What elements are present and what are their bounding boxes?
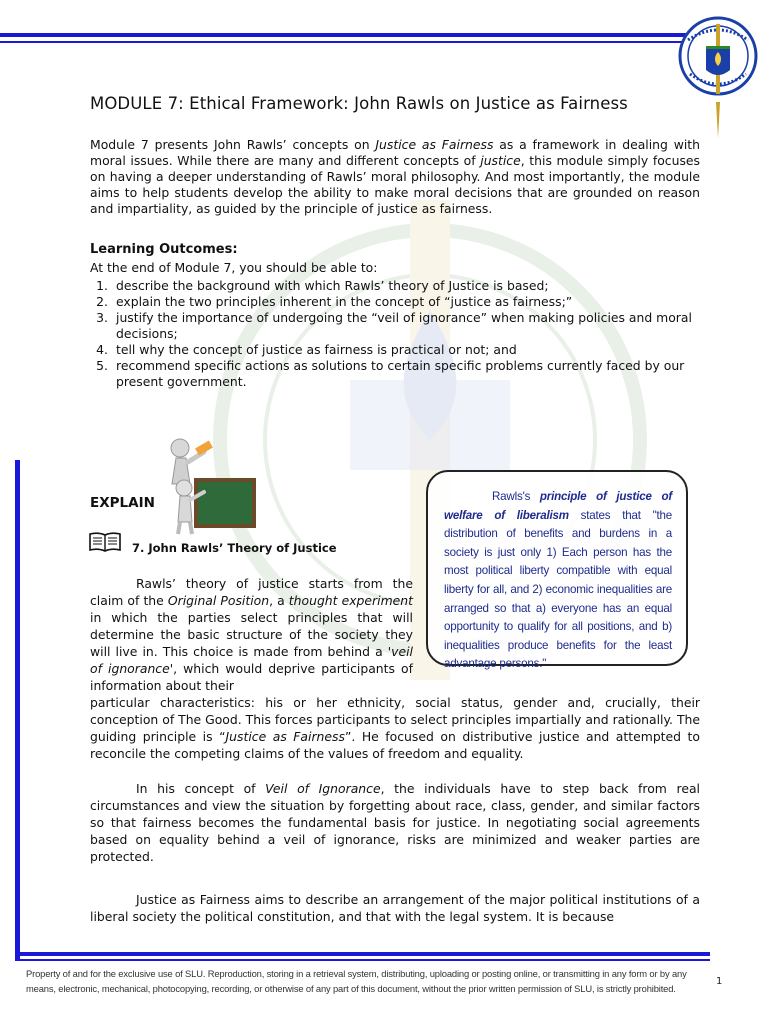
open-book-icon xyxy=(88,531,122,553)
copyright-footer: Property of and for the exclusive use of SLU. Reproduction, storing in a retrieval system, distributing, uploading or posting online, or transmitting in any form or by any means, electronic, mechanical, photocopying, recording, or otherwise of any part of this document, without the prior written permission of SLU, is strictly prohibited. xyxy=(26,968,687,994)
university-seal-icon xyxy=(676,10,760,140)
teacher-at-board-icon xyxy=(160,436,260,536)
quote-callout xyxy=(426,470,688,671)
list-item xyxy=(90,294,700,310)
list-item xyxy=(90,358,700,390)
learning-outcomes-list xyxy=(90,278,700,390)
list-number: 1. xyxy=(96,278,108,293)
top-rule-thin xyxy=(0,41,690,43)
theory-paragraph-2: particular characteristics: his or her ethnicity, social status, gender and, crucially, their conception of The Good. This forces participants to select principles impartially and rationally. The guiding principle is “Justice as Fairness”. He focused on distributive justice and attempted to reconcile the competing claims of the values of freedom and equality. xyxy=(90,695,700,761)
list-text: describe the background with which Rawls’ theory of Justice is based; xyxy=(116,278,549,293)
explain-heading: EXPLAIN xyxy=(90,495,155,511)
veil-paragraph: In his concept of Veil of Ignorance, the individuals have to step back from real circumstances and view the situation by forgetting about race, class, gender, and similar factors so that fairness becomes the fundamental basis for justice. In negotiating social agreements based on equality behind a veil of ignorance, risks are minimized and weaker parties are protected. xyxy=(90,781,700,864)
learning-outcomes-heading: Learning Outcomes: xyxy=(90,242,238,257)
list-item xyxy=(90,342,700,358)
list-text: recommend specific actions as solutions to certain specific problems currently faced by our present government. xyxy=(116,358,685,389)
page-number: 1 xyxy=(716,976,723,987)
list-number: 2. xyxy=(96,294,108,309)
intro-paragraph: Module 7 presents John Rawls’ concepts on Justice as Fairness as a framework in dealing with moral issues. While there are many and different concepts of justice, this module simply focuses on having a deeper understanding of Rawls’ moral philosophy. And most importantly, the module aims to help students develop the ability to make moral decisions that are grounded on reason and impartiality, as guided by the principle of justice as fairness. xyxy=(90,137,700,216)
left-margin-bar xyxy=(15,460,20,960)
page-title: MODULE 7: Ethical Framework: John Rawls on Justice as Fairness xyxy=(90,94,628,113)
bottom-rule xyxy=(15,952,710,956)
fairness-paragraph: Justice as Fairness aims to describe an arrangement of the major political institutions of a liberal society the political constitution, and that with the legal system. It is because xyxy=(90,892,700,924)
list-item xyxy=(90,310,700,342)
list-number: 4. xyxy=(96,342,108,357)
bottom-rule-thin xyxy=(15,959,710,961)
learning-outcomes-intro: At the end of Module 7, you should be able to: xyxy=(90,260,378,275)
top-rule xyxy=(0,33,690,37)
list-item xyxy=(90,278,700,294)
list-text: explain the two principles inherent in the concept of “justice as fairness;” xyxy=(116,294,573,309)
theory-paragraph-1: Rawls’ theory of justice starts from the claim of the Original Position, a thought experiment in which the parties select principles that will determine the basic structure of the society they will live in. This choice is made from behind a 'veil of ignorance', which would deprive participants of information about their xyxy=(90,576,413,693)
list-text: tell why the concept of justice as fairness is practical or not; and xyxy=(116,342,517,357)
section-heading: 7. John Rawls’ Theory of Justice xyxy=(132,541,337,555)
list-number: 3. xyxy=(96,310,108,325)
list-number: 5. xyxy=(96,358,108,373)
list-text: justify the importance of undergoing the “veil of ignorance” when making policies and moral decisions; xyxy=(116,310,692,341)
quote-text: Rawls's principle of justice of welfare of liberalism states that "the distribution of benefits and burdens in a society is just only 1) Each person has the most political liberty compatible with equal liberty for all, and 2) economic inequalities are arranged so that a) everyone has an equal opportunity to qualify for all positions, and b) inequalities produce benefits for the least advantage persons." xyxy=(444,490,672,671)
